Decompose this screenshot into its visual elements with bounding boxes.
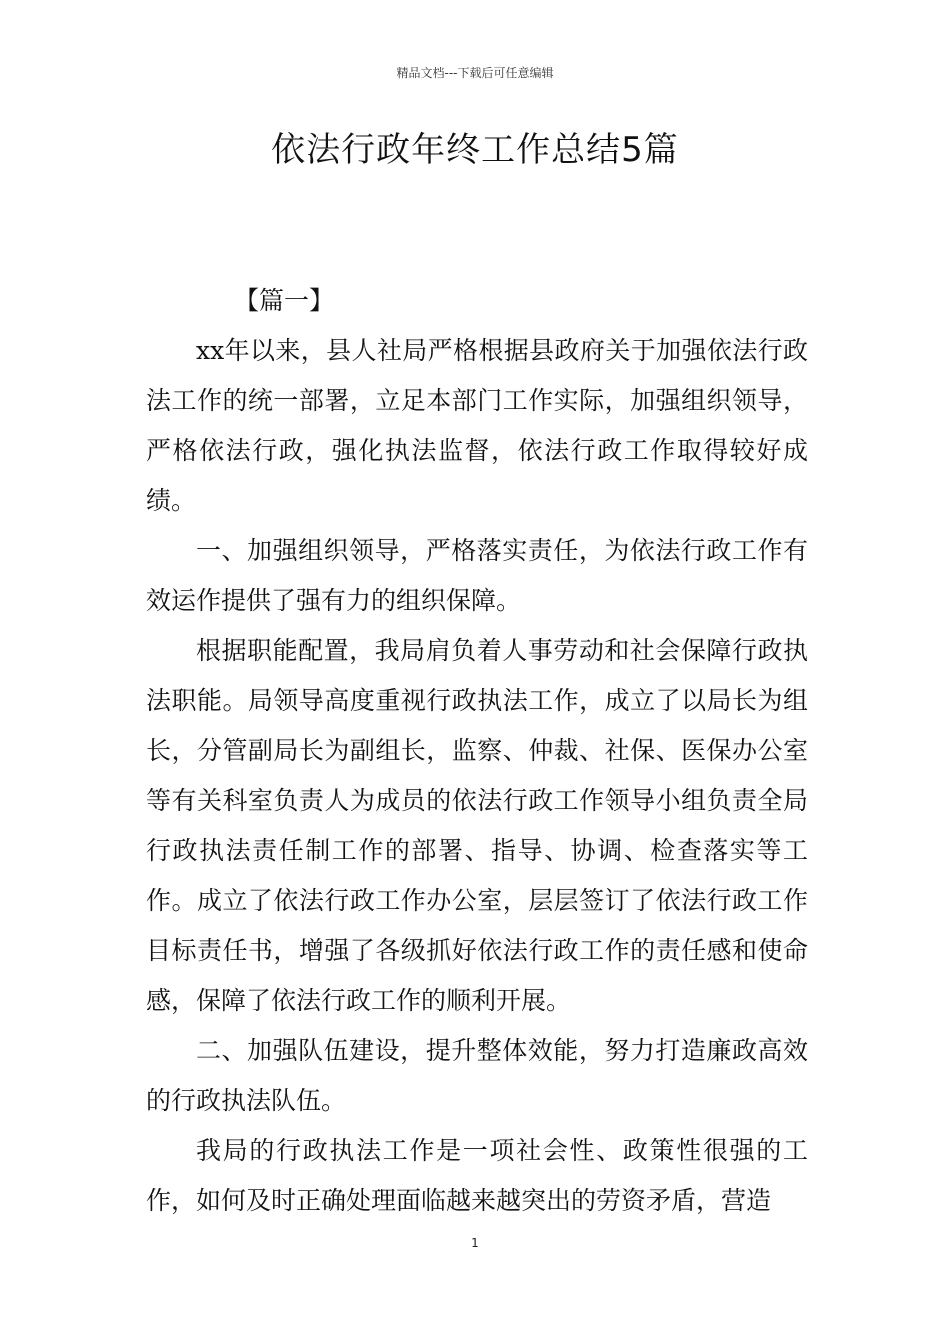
header-note: 精品文档---下载后可任意编辑 [396, 66, 554, 80]
paragraph: 一、加强组织领导，严格落实责任，为依法行政工作有效运作提供了强有力的组织保障。 [146, 536, 808, 615]
paragraph: 根据职能配置，我局肩负着人事劳动和社会保障行政执法职能。局领导高度重视行政执法工作，成立了以局长为组长，分管副局长为副组长，监察、仲裁、社保、医保办公室等有关科室负责人为成员的依法行政工作领导小组负责全局行政执法责任制工作的部署、指导、协调、检查落实等工作。成立了依法行政工作办公室，层层签订了依法行政工作目标责任书，增强了各级抓好依法行政工作的责任感和使命感，保障了依法行政工作的顺利开展。 [146, 636, 808, 1015]
paragraph: 二、加强队伍建设，提升整体效能，努力打造廉政高效的行政执法队伍。 [146, 1036, 808, 1115]
document-title: 依法行政年终工作总结5篇 [271, 130, 679, 170]
paragraph: xx年以来，县人社局严格根据县政府关于加强依法行政法工作的统一部署，立足本部门工作实际，加强组织领导，严格依法行政，强化执法监督，依法行政工作取得较好成绩。 [146, 336, 808, 515]
section-heading: 【篇一】 [234, 286, 335, 315]
paragraph: 我局的行政执法工作是一项社会性、政策性很强的工作，如何及时正确处理面临越来越突出的劳资矛盾，营造 [146, 1136, 808, 1215]
page-number: 1 [471, 1236, 479, 1250]
document-body [146, 276, 808, 1226]
